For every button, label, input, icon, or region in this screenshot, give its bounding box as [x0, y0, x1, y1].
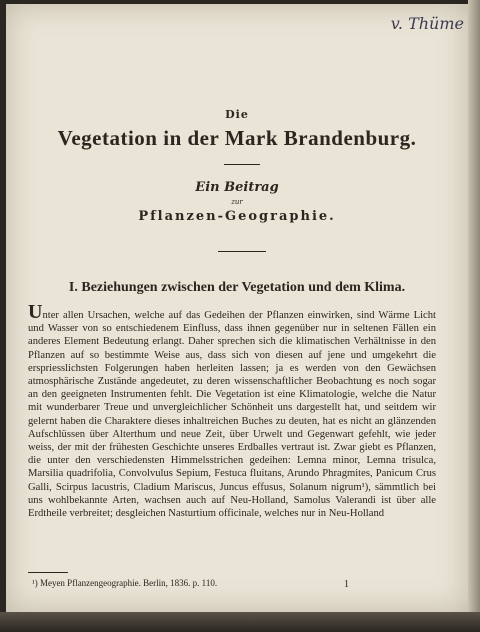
- handwritten-note: v. Thüme: [390, 14, 464, 33]
- subtitle-zur: zur: [231, 198, 243, 206]
- subtitle-line1: Ein Beitrag: [195, 180, 279, 195]
- page-edge-right: [468, 0, 480, 632]
- book-page: [6, 4, 468, 612]
- footnote: ¹) Meyen Pflanzengeographie. Berlin, 1836. p. 110.: [32, 578, 218, 588]
- drop-initial: U: [28, 301, 43, 323]
- page-edge-bottom: [0, 612, 480, 632]
- body-text: nter allen Ursachen, welche auf das Gedeihen der Pflanzen einwirken, sind Wärme Licht und Wasser von so entschiedenem Einfluss, dass ihnen gegenüber nur in seltenen Fällen ein anderes Element Bedeutung erlangt. Daher sprechen sich die klimatischen Verhältnisse in den Pflanzen auf so bestimmte Weise aus, dass sich von diesen auf jene und umgekehrt die erspriesslichsten Folgerungen haben herleiten lassen; ja es werden von den Gewächsen atmosphärische Zustände angedeutet, zu deren wissenschaftlicher Beobachtung es noch sogar an den geeigneten Instrumenten fehlt. Die Vegetation ist eine Klimatologie, welche die Natur mit wunderbarer Treue und unvergleichlicher Schönheit uns dargestellt hat, und seitdem wir gelernt haben die Charaktere dieses inhaltreichen Buches zu deuten, hat es nicht an glänzenden Aufschlüssen über Alterthum und neue Zeit, über Urwelt und Gegenwart gefehlt, wie jeder weiss, der mit der frühesten Geschichte unseres Erdballes vertraut ist. Zwar giebt es Pflanzen, die unter den verschiedensten Himmelsstrichen gedeihen: Lemna minor, Lemna trisulca, Marsilia quadrifolia, Convolvulus Sepium, Festuca fluitans, Arundo Phragmites, Panicum Crus Galli, Scirpus lacustris, Cladium Mariscus, Juncus effusus, Solanum nigrum¹), sämmtlich bei uns wohlbekannte Arten, wachsen auch auf Neu-Holland, Samolus Valerandi ist über alle Erdtheile verbreitet; desgleichen Nasturtium officinale, welches nur in Neu-Holland: [28, 310, 436, 520]
- page-title: Vegetation in der Mark Brandenburg.: [57, 126, 417, 150]
- section-heading: I. Beziehungen zwischen der Vegetation und dem Klima.: [68, 280, 406, 295]
- title-divider: [224, 164, 260, 165]
- footnote-divider: [28, 572, 68, 573]
- page-number: 1: [344, 579, 349, 590]
- title-article: Die: [225, 108, 249, 121]
- subtitle-line2: Pflanzen-Geographie.: [138, 209, 336, 224]
- subtitle-divider: [218, 251, 266, 252]
- body-paragraph: [28, 301, 436, 520]
